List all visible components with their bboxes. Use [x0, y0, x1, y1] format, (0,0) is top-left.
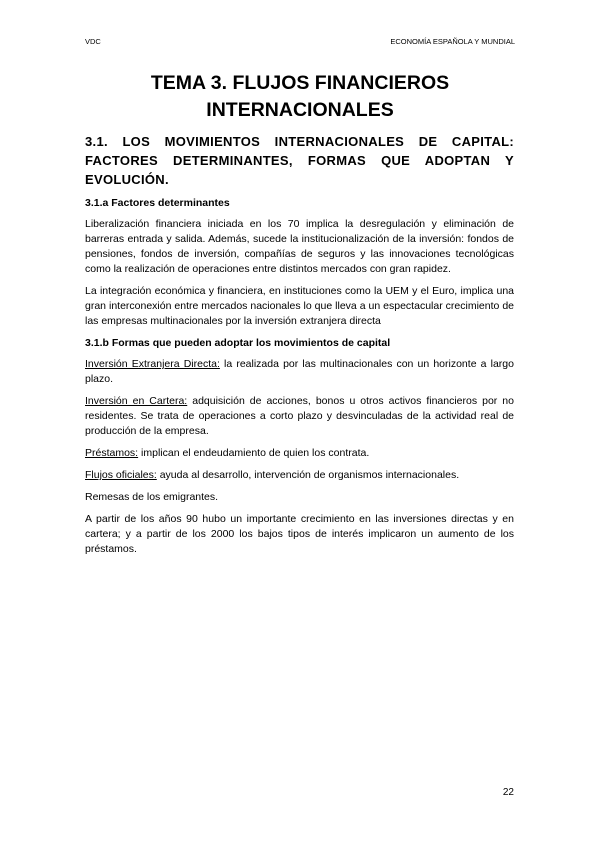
- header-right: ECONOMÍA ESPAÑOLA Y MUNDIAL: [390, 37, 515, 46]
- form-term: Préstamos:: [85, 447, 139, 459]
- subsection-a-heading: 3.1.a Factores determinantes: [85, 197, 230, 209]
- form-item: [85, 394, 514, 439]
- form-text: adquisición de acciones, bonos u otros activos financieros por no residentes. Se trata de operaciones a corto plazo y desvinculadas de la actividad real de producción de la empresa.: [85, 395, 514, 437]
- form-item: [85, 446, 514, 461]
- paragraph-liberalizacion: Liberalización financiera iniciada en los 70 implica la desregulación y eliminación de barreras entrada y salida. Además, sucede la institucionalización de la inversión: fondos de pensiones, fondos de inversión, compañías de seguros y las innovaciones tecnológicas como la realización de operaciones entre distintos mercados con gran rapidez.: [85, 218, 514, 275]
- form-text: ayuda al desarrollo, intervención de organismos internacionales.: [156, 469, 460, 481]
- section-heading: 3.1. LOS MOVIMIENTOS INTERNACIONALES DE CAPITAL: FACTORES DETERMINANTES, FORMAS QUE ADOPTAN Y EVOLUCIÓN.: [85, 134, 514, 187]
- page-content: [85, 132, 514, 564]
- form-term: Flujos oficiales:: [85, 469, 157, 481]
- header-left: VDC: [85, 37, 101, 46]
- form-item: [85, 357, 514, 387]
- title-line-2: INTERNACIONALES: [206, 99, 394, 121]
- title-line-1: TEMA 3. FLUJOS FINANCIEROS: [150, 72, 450, 94]
- remesas-text: Remesas de los emigrantes.: [85, 491, 219, 503]
- form-text: la realizada por las multinacionales con un horizonte a largo plazo.: [85, 358, 514, 385]
- page-number: 22: [502, 787, 514, 798]
- form-text: implican el endeudamiento de quien los contrata.: [138, 447, 370, 459]
- form-term: Inversión en Cartera:: [85, 395, 188, 407]
- paragraph-evolucion: A partir de los años 90 hubo un importante crecimiento en las inversiones directas y en cartera; y a partir de los 2000 los bajos tipos de interés implicaron un aumento de los préstamos.: [85, 513, 514, 555]
- form-term: Inversión Extranjera Directa:: [85, 358, 220, 370]
- page-header: [85, 37, 515, 46]
- paragraph-integracion: La integración económica y financiera, en instituciones como la UEM y el Euro, implica una gran interconexión entre mercados nacionales lo que lleva a un espectacular crecimiento de las empresas multinacionales por la inversión extranjera directa: [85, 285, 514, 327]
- page-title: [85, 70, 515, 124]
- subsection-b-heading: 3.1.b Formas que pueden adoptar los movimientos de capital: [85, 337, 391, 349]
- form-item: [85, 468, 514, 483]
